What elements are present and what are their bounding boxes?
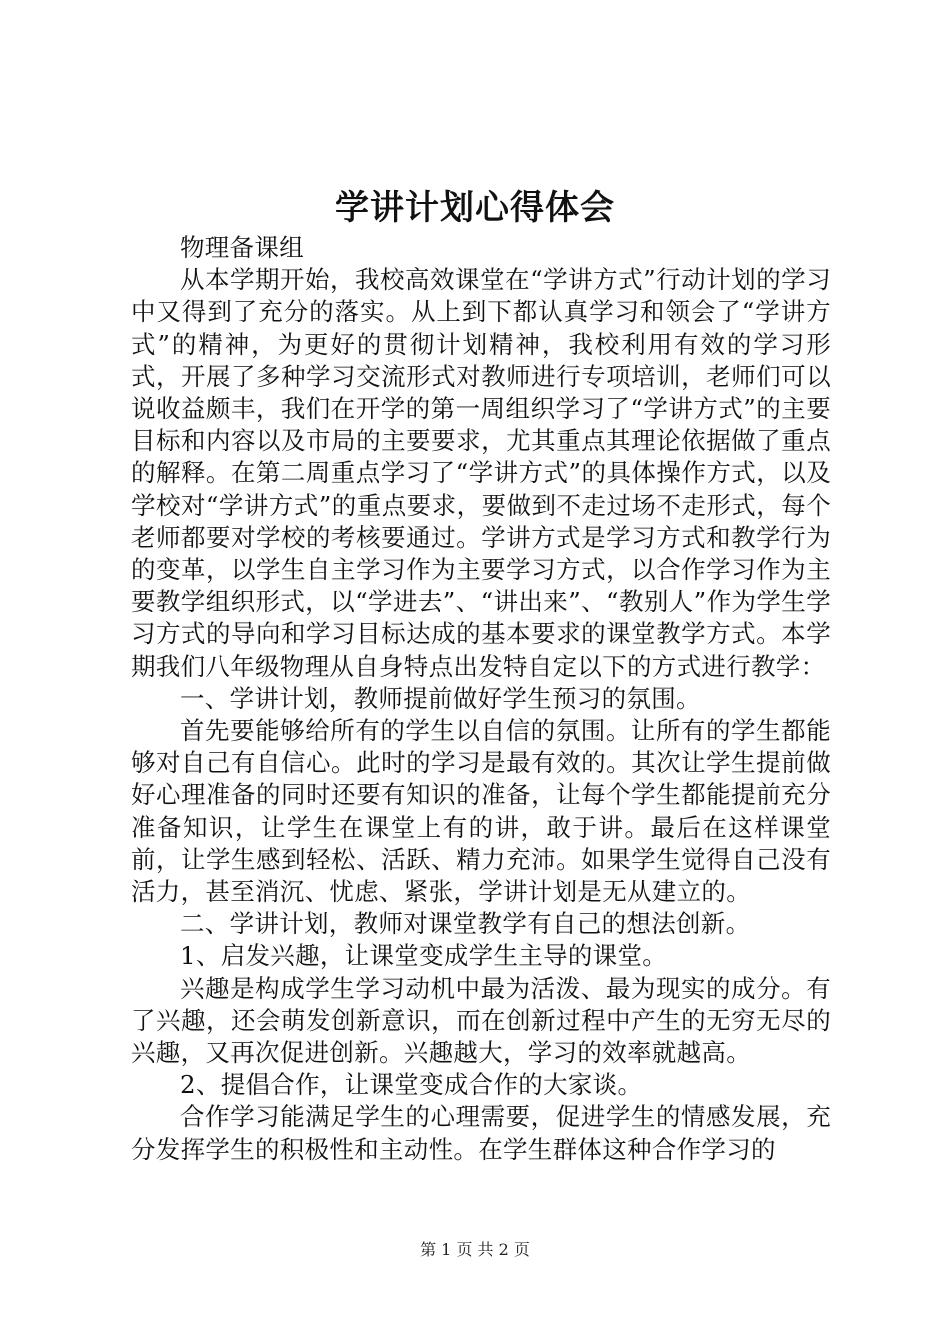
subsection-heading: 2、提倡合作，让课堂变成合作的大家谈。: [180, 1070, 643, 1100]
body-paragraph: 合作学习能满足学生的心理需要，促进学生的情感发展，充分发挥学生的积极性和主动性。在学生群体这种合作学习的: [131, 1102, 831, 1164]
body-paragraph: 从本学期开始，我校高效课堂在“学讲方式”行动计划的学习中又得到了充分的落实。从上到下都认真学习和领会了“学讲方式”的精神，为更好的贯彻计划精神，我校利用有效的学习形式，开展了多种学习交流形式对教师进行专项培训，老师们可以说收益颇丰，我们在开学的第一周组织学习了“学讲方式”的主要目标和内容以及市局的主要要求，尤其重点其理论依据做了重点的解释。在第二周重点学习了“学讲方式”的具体操作方式，以及学校对“学讲方式”的重点要求，要做到不走过场不走形式，每个老师都要对学校的考核要通过。学讲方式是学习方式和教学行为的变革，以学生自主学习作为主要学习方式，以合作学习作为主要教学组织形式，以“学进去”、“讲出来”、“教别人”作为学生学习方式的导向和学习目标达成的基本要求的课堂教学方式。本学期我们八年级物理从自身特点出发特自定以下的方式进行教学：: [131, 265, 831, 681]
body-paragraph: 首先要能够给所有的学生以自信的氛围。让所有的学生都能够对自己有自信心。此时的学习是最有效的。其次让学生提前做好心理准备的同时还要有知识的准备，让每个学生都能提前充分准备知识，让学生在课堂上有的讲，敢于讲。最后在这样课堂前，让学生感到轻松、活跃、精力充沛。如果学生觉得自己没有活力，甚至消沉、忧虑、紧张，学讲计划是无从建立的。: [131, 716, 831, 907]
subsection-heading: 1、启发兴趣，让课堂变成学生主导的课堂。: [180, 941, 668, 971]
author-line: 物理备课组: [180, 233, 304, 262]
section-heading: 二、学讲计划，教师对课堂教学有自己的想法创新。: [180, 909, 751, 939]
section-heading: 一、学讲计划，教师提前做好学生预习的氛围。: [180, 683, 701, 713]
document-body: [131, 232, 831, 1166]
document-title: 学讲计划心得体会: [335, 188, 615, 228]
body-paragraph: 兴趣是构成学生学习动机中最为活泼、最为现实的成分。有了兴趣，还会萌发创新意识，而在创新过程中产生的无穷无尽的兴趣，又再次促进创新。兴趣越大，学习的效率就越高。: [131, 973, 831, 1068]
page-number-footer: 第 1 页 共 2 页: [420, 1240, 530, 1259]
